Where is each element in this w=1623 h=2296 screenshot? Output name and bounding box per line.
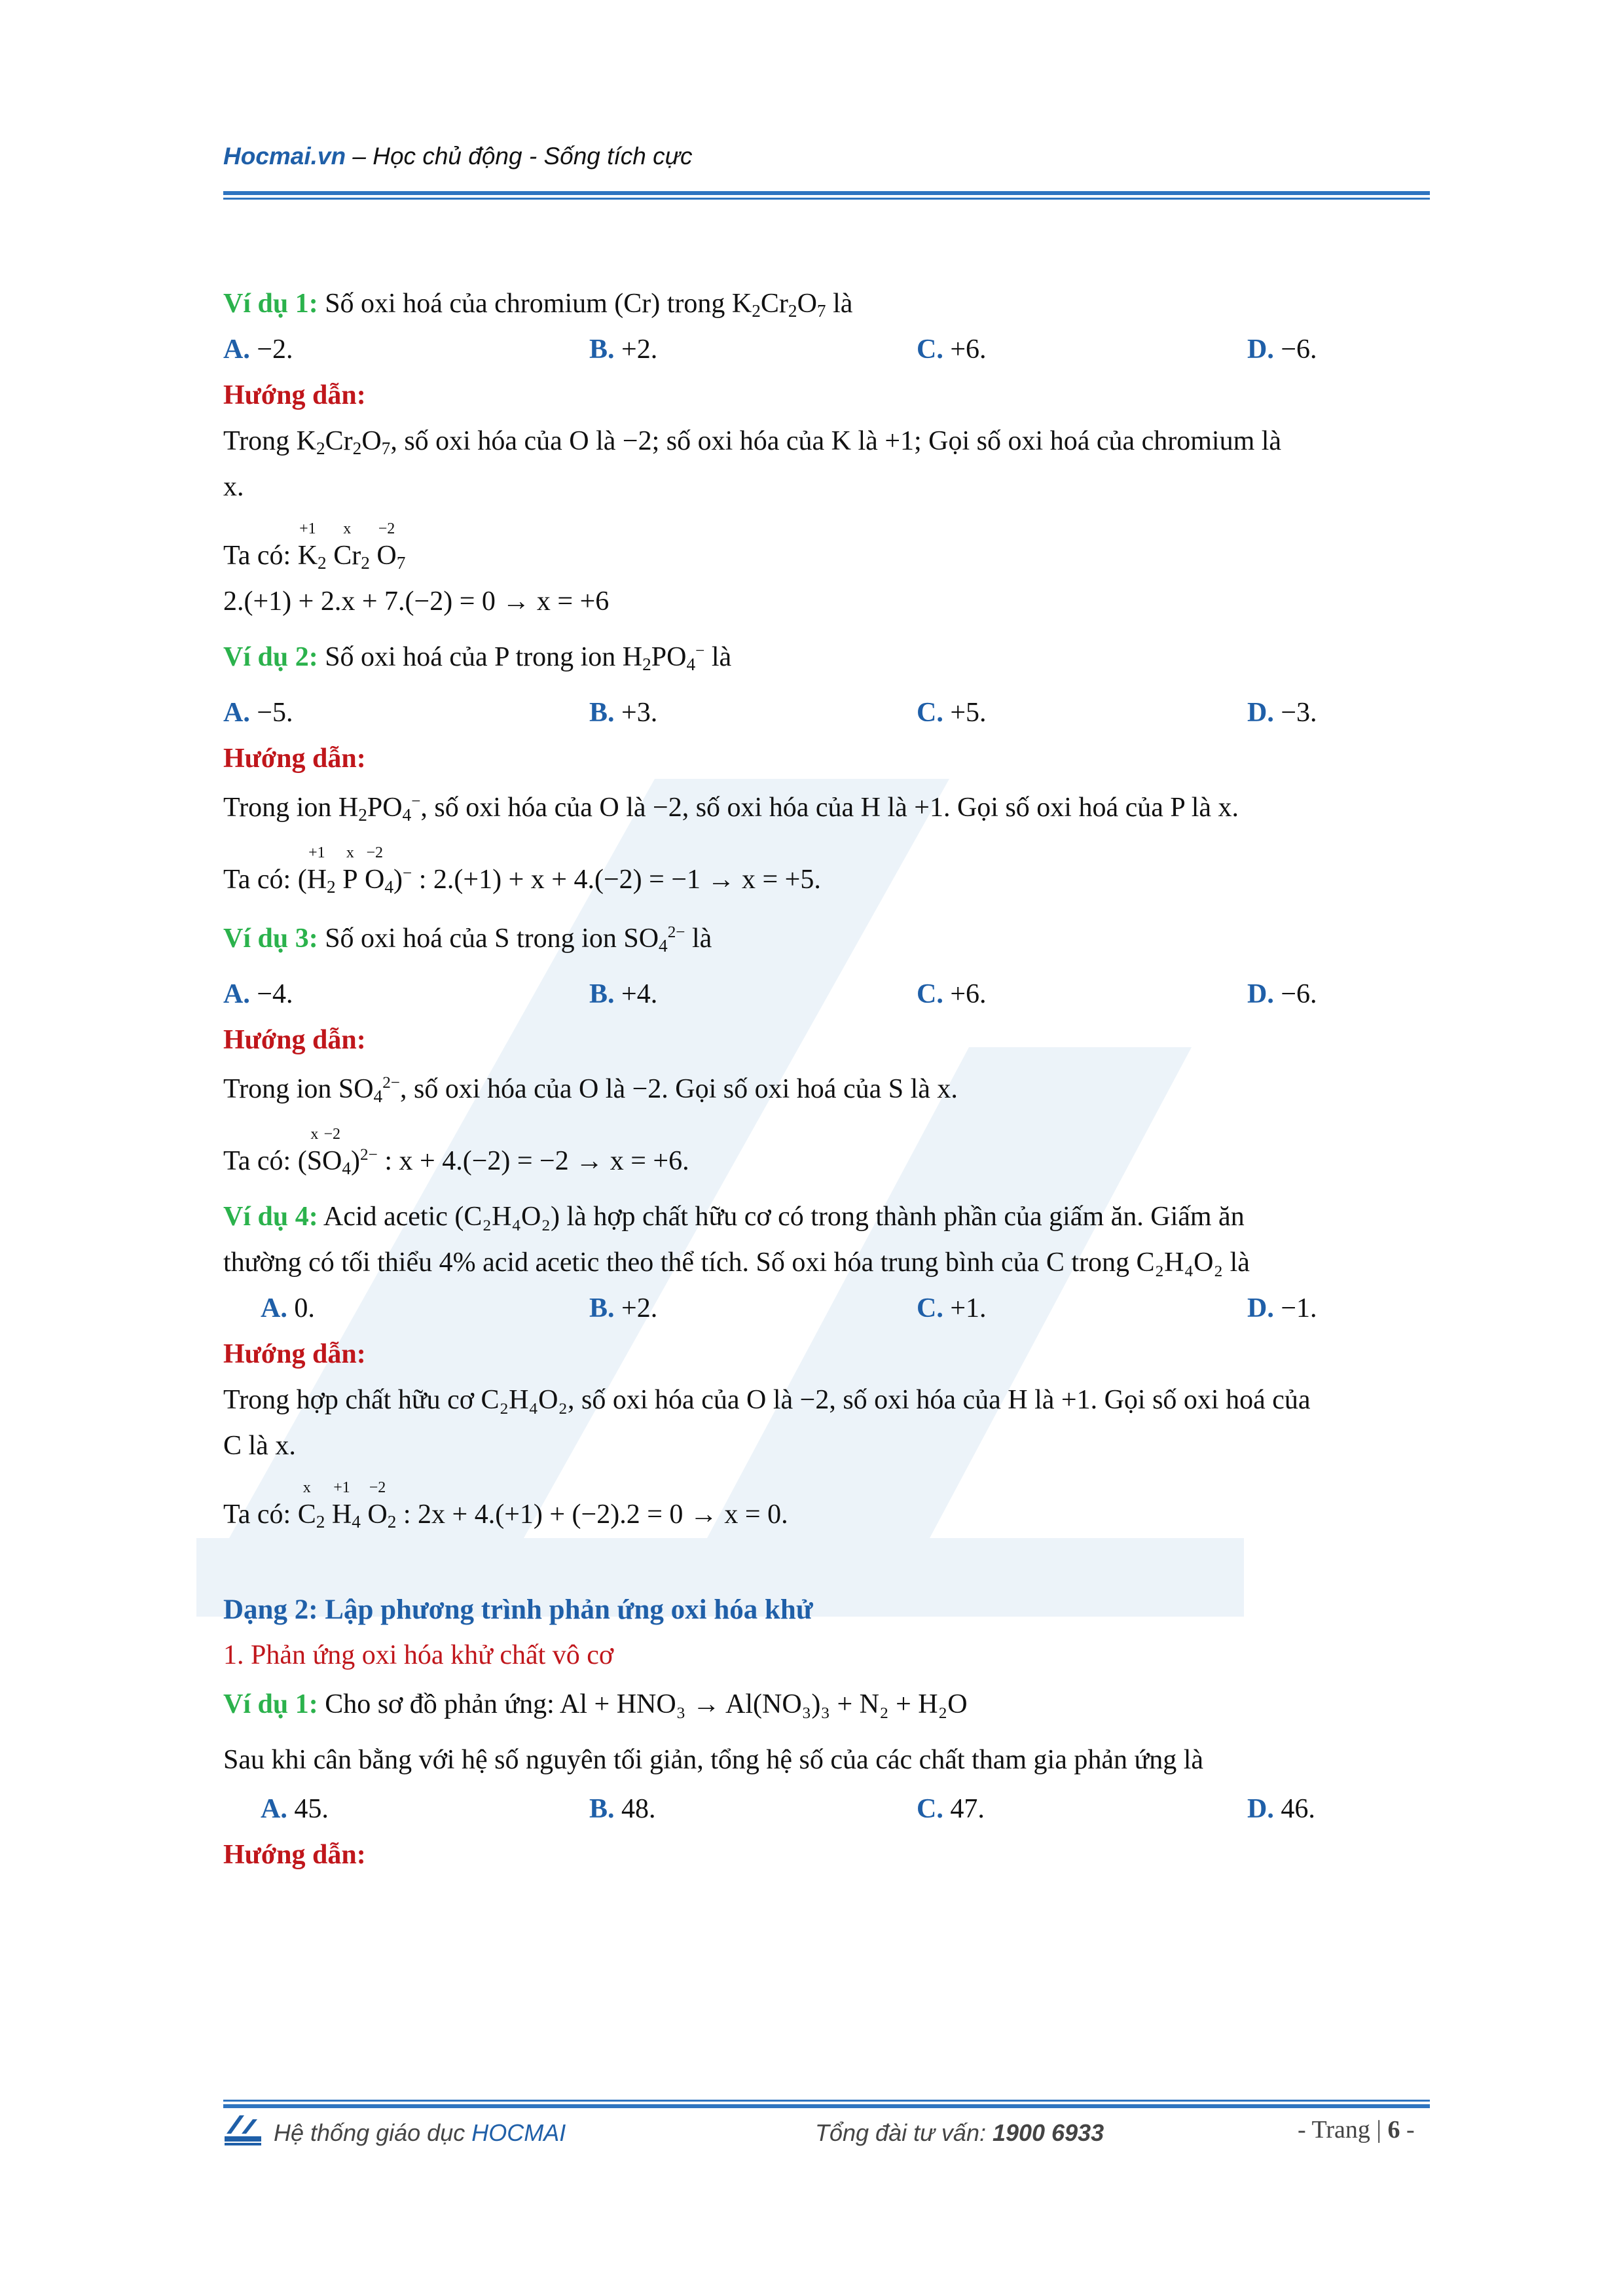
ex3-label: Ví dụ 3: <box>223 924 318 954</box>
ex2-equation: Ta có: ( +1 $H_2$ x P −2 $O_4)^-$ : 2.(+1) + x + 4.(−2) = −1 → x = +5. <box>223 844 821 897</box>
footer-hotline: Tổng đài tư vấn: 1900 6933 <box>815 2119 1104 2146</box>
ex1-option-c: C. +6. <box>917 334 987 365</box>
ex1-equation: 2.(+1) + 2.x + 7.(−2) = 0 → x = +6 <box>223 586 610 617</box>
ex3-option-d: D. −6. <box>1247 979 1317 1009</box>
ex3-option-c: C. +6. <box>917 979 987 1009</box>
section2-title: Dạng 2: Lập phương trình phản ứng oxi hóa khử <box>223 1594 813 1625</box>
section2-option-d: D. 46. <box>1247 1794 1315 1824</box>
footer-system: Hệ thống giáo dục HOCMAI <box>274 2119 566 2146</box>
ex4-option-c: C. +1. <box>917 1293 987 1323</box>
section2-subtitle: 1. Phản ứng oxi hóa khử chất vô cơ <box>223 1640 614 1670</box>
ex1-question: Ví dụ 1: Số oxi hoá của chromium (Cr) trong $K_2Cr_2O_7$ là <box>223 289 853 321</box>
ex3-question: Ví dụ 3: Số oxi hoá của S trong ion $SO_4^{2-}$ là <box>223 924 712 956</box>
ex3-option-b: B. +4. <box>589 979 658 1009</box>
header-divider-thin <box>223 198 1430 200</box>
ex2-question: Ví dụ 2: Số oxi hoá của P trong ion $H_2PO_4^-$ là <box>223 642 732 674</box>
section2-option-b: B. 48. <box>589 1794 656 1824</box>
ex1-oxidation-notation: Ta có: +1 $K_2$ x $Cr_2$ −2 $O_7$ <box>223 520 406 573</box>
ex2-option-d: D. −3. <box>1247 698 1317 728</box>
ex4-question-line1: Ví dụ 4: Acid acetic (C₂H₄O₂) là hợp chất hữu cơ có trong thành phần của giấm ăn. Giấm ăn <box>223 1202 1245 1232</box>
page-number: - Trang | 6 - <box>1298 2116 1415 2144</box>
footer-brand: HOCMAI <box>471 2119 566 2146</box>
section2-question: Sau khi cân bằng với hệ số nguyên tối giản, tổng hệ số của các chất tham gia phản ứng là <box>223 1745 1204 1775</box>
ex4-guide-heading: Hướng dẫn: <box>223 1339 366 1369</box>
ex1-label: Ví dụ 1: <box>223 289 318 319</box>
ex3-solution: Trong ion $SO_4^{2-}$, số oxi hóa của O là −2. Gọi số oxi hoá của S là x. <box>223 1074 958 1106</box>
ex2-label: Ví dụ 2: <box>223 642 318 672</box>
section2-option-a: A. 45. <box>261 1794 329 1824</box>
section2-option-c: C. 47. <box>917 1794 985 1824</box>
ex4-equation: Ta có: x $C_2$ +1 $H_4$ −2 $O_2$ : 2x + 4.(+1) + (−2).2 = 0 → x = 0. <box>223 1479 788 1532</box>
ex1-guide-heading: Hướng dẫn: <box>223 380 366 410</box>
ex4-solution-line2: C là x. <box>223 1431 296 1461</box>
ex2-option-b: B. +3. <box>589 698 658 728</box>
ex3-equation: Ta có: ( x S −2 $O_4)^{2-}$ : x + 4.(−2) = −2 → x = +6. <box>223 1126 689 1178</box>
ex2-guide-heading: Hướng dẫn: <box>223 744 366 774</box>
ex4-option-a: A. 0. <box>261 1293 315 1323</box>
hotline-number: 1900 6933 <box>992 2119 1104 2146</box>
ex4-solution-line1: Trong hợp chất hữu cơ C₂H₄O₂, số oxi hóa của O là −2, số oxi hóa của H là +1. Gọi số oxi hoá của <box>223 1385 1311 1415</box>
ex1-option-d: D. −6. <box>1247 334 1317 365</box>
reaction-scheme: Al + HNO₃ → Al(NO₃)₃ + N₂ + H₂O <box>560 1689 968 1719</box>
ex3-option-a: A. −4. <box>223 979 293 1009</box>
header-brand <box>223 143 693 170</box>
ex2-option-c: C. +5. <box>917 698 987 728</box>
hocmai-logo-icon <box>223 2114 263 2147</box>
ex4-option-d: D. −1. <box>1247 1293 1317 1323</box>
ex4-option-b: B. +2. <box>589 1293 658 1323</box>
brand-name[interactable]: Hocmai.vn <box>223 143 346 170</box>
ex2-option-a: A. −5. <box>223 698 293 728</box>
ex1-solution-line1: Trong $K_2Cr_2O_7$, số oxi hóa của O là −2; số oxi hóa của K là +1; Gọi số oxi hoá của chromium là <box>223 426 1282 458</box>
ex4-label: Ví dụ 4: <box>223 1202 318 1232</box>
ex1-option-b: B. +2. <box>589 334 658 365</box>
ex1-solution-line2: x. <box>223 472 244 502</box>
header-divider <box>223 191 1430 195</box>
footer-divider <box>223 2104 1430 2108</box>
ex1-option-a: A. −2. <box>223 334 293 365</box>
ex2-solution: Trong ion $H_2PO_4^-$, số oxi hóa của O là −2, số oxi hóa của H là +1. Gọi số oxi hoá của P là x. <box>223 793 1239 825</box>
section2-ex-label: Ví dụ 1: <box>223 1689 318 1719</box>
section2-guide-heading: Hướng dẫn: <box>223 1840 366 1870</box>
footer-divider-thin <box>223 2100 1430 2102</box>
ex4-question-line2: thường có tối thiểu 4% acid acetic theo thể tích. Số oxi hóa trung bình của C trong C₂H₄O₂ là <box>223 1247 1250 1278</box>
header-slogan: – Học chủ động - Sống tích cực <box>346 143 693 170</box>
ex3-guide-heading: Hướng dẫn: <box>223 1025 366 1055</box>
section2-example: Ví dụ 1: Cho sơ đồ phản ứng: Al + HNO₃ → Al(NO₃)₃ + N₂ + H₂O <box>223 1689 968 1719</box>
